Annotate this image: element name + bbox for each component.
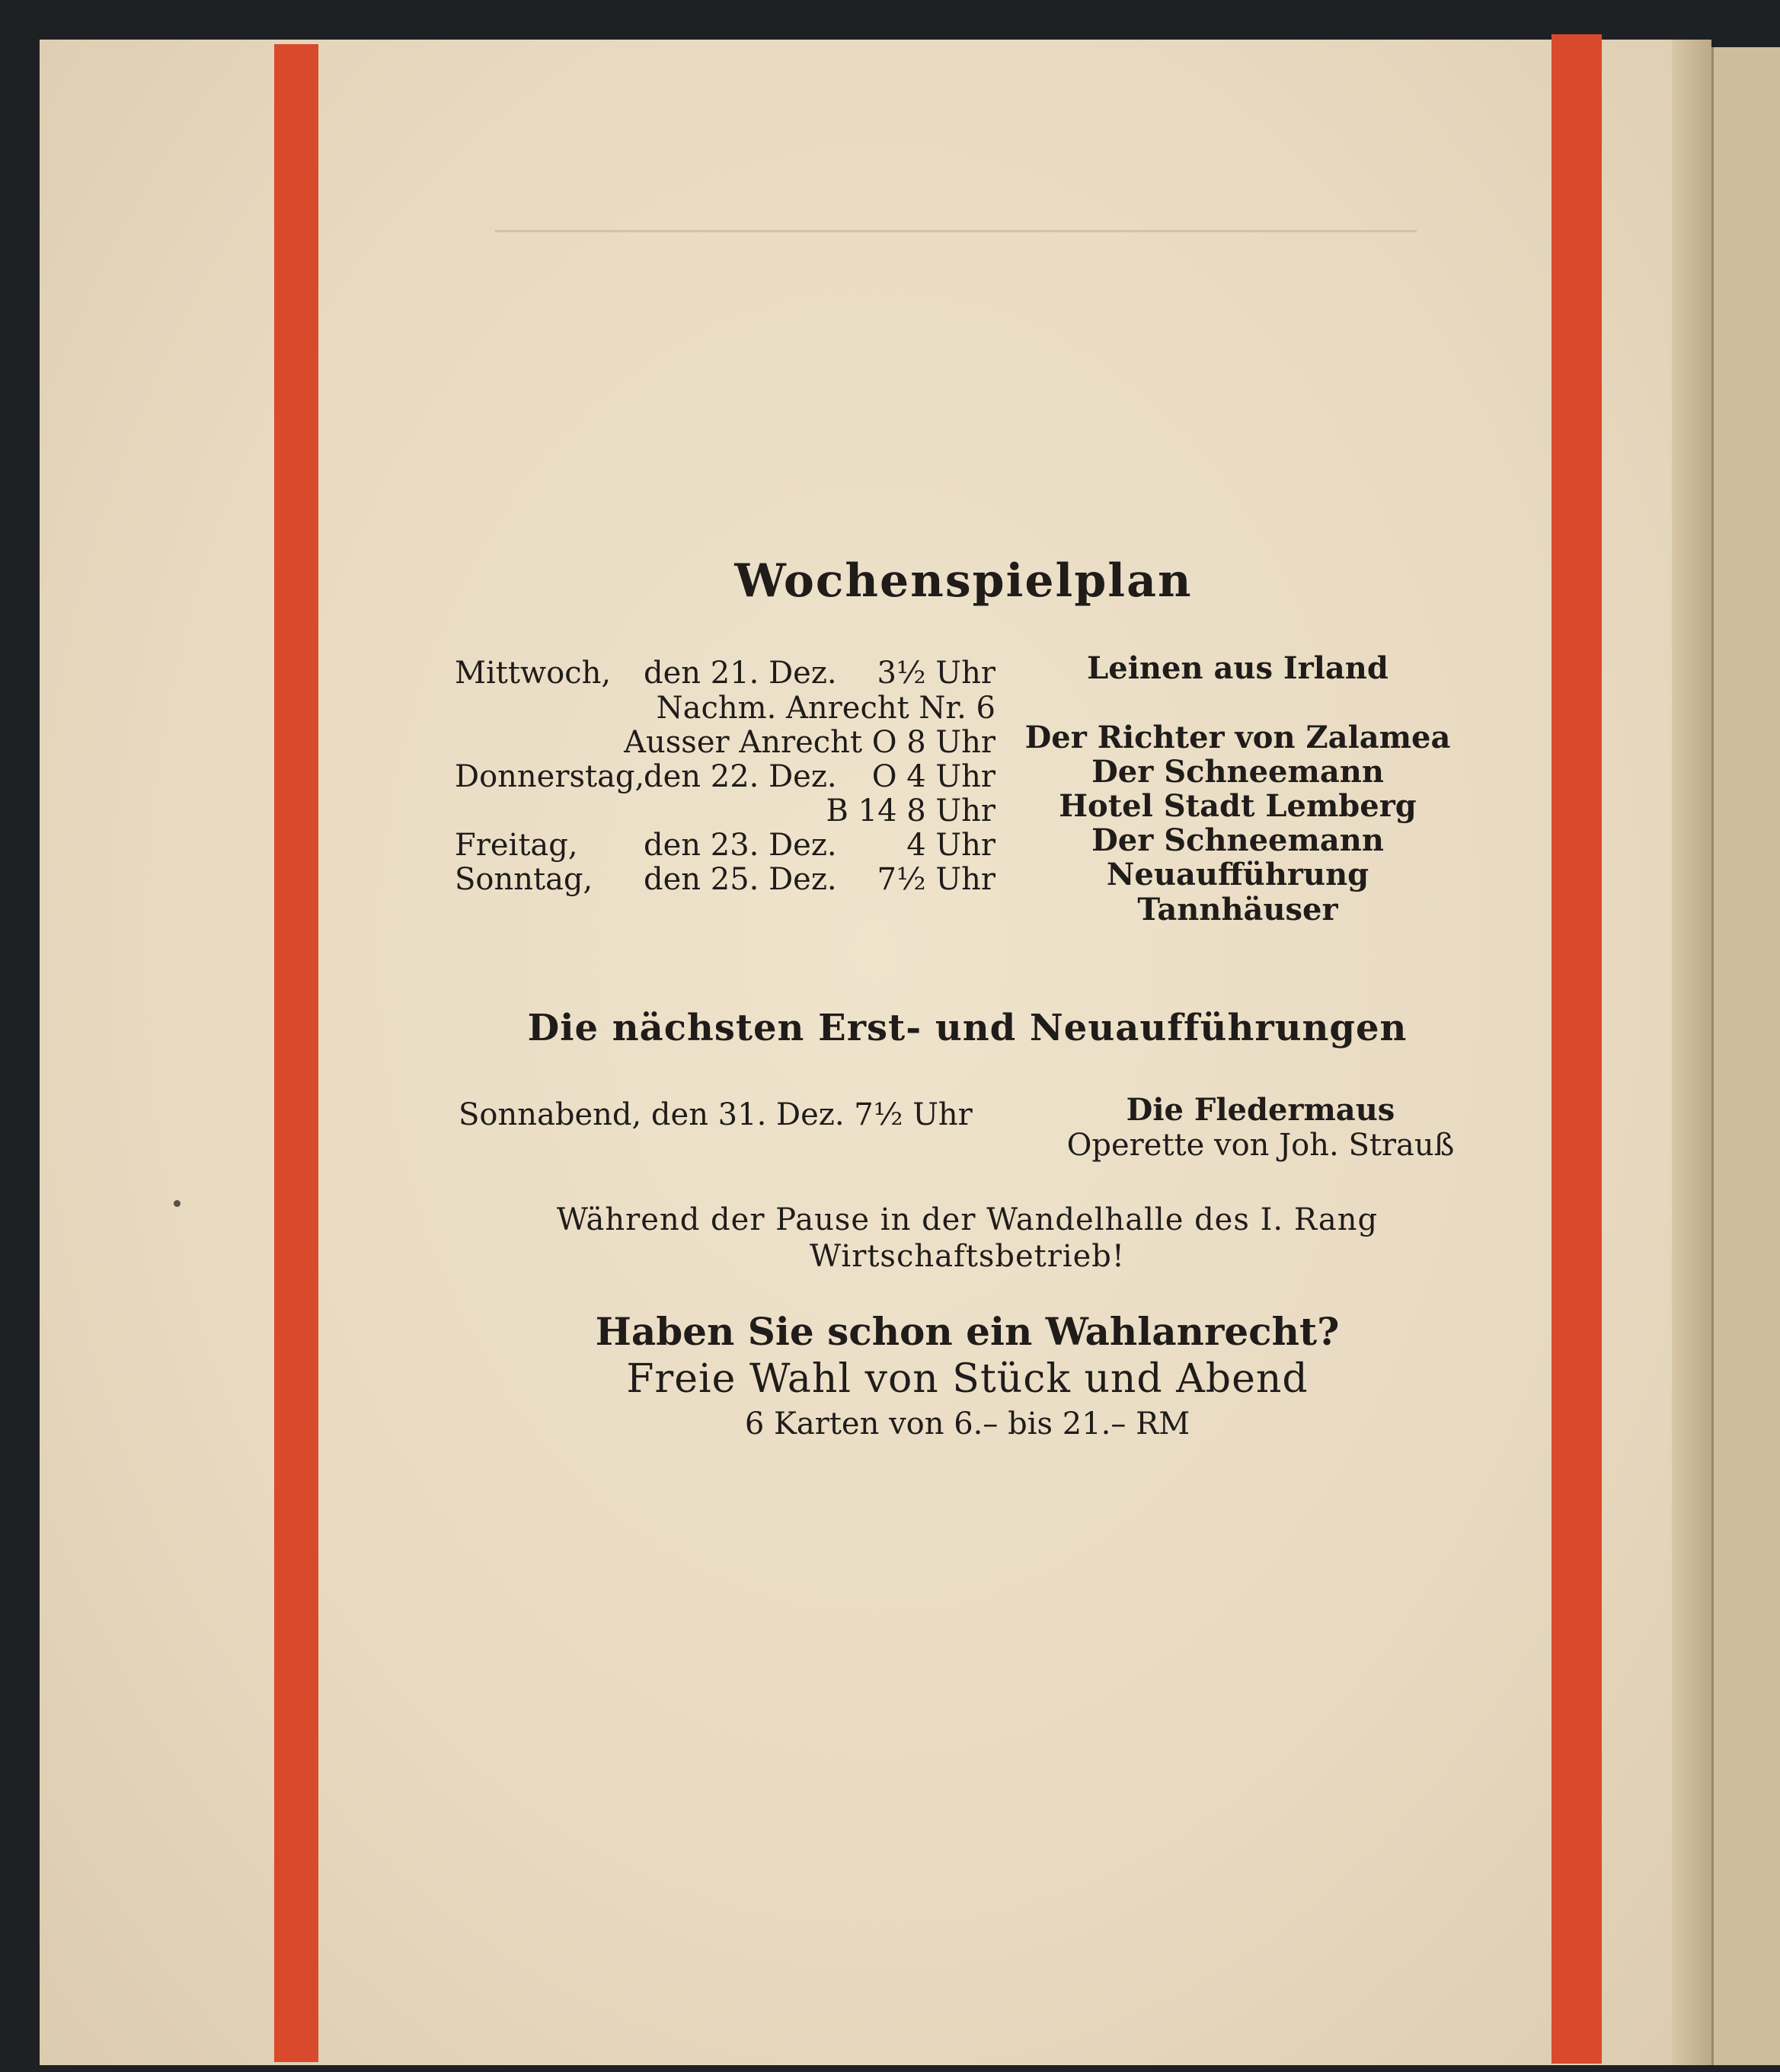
schedule-date: den 25. Dez. [644,862,837,897]
page-title: Wochenspielplan [734,554,1193,608]
schedule-date: den 21. Dez. [644,656,837,691]
notice-line: Während der Pause in der Wandelhalle des I. Rang [556,1202,1379,1237]
schedule-day: Sonntag, [455,862,593,897]
schedule-play: Der Schneemann [1091,754,1384,790]
schedule-date: den 22. Dez. [644,759,837,794]
premiere-when: Sonnabend, den 31. Dez. 7½ Uhr [459,1097,973,1132]
schedule-day: Mittwoch, [455,656,612,691]
schedule-time: Ausser Anrecht O 8 Uhr [624,725,995,760]
schedule-play: Neuaufführung [1106,857,1369,892]
schedule-time: 4 Uhr [906,828,995,863]
premiere-play: Die Fledermaus [1126,1092,1395,1128]
schedule-time: 3½ Uhr [877,656,995,691]
advert-price: 6 Karten von 6.– bis 21.– RM [744,1406,1190,1441]
schedule-play: Leinen aus Irland [1087,650,1389,686]
schedule-play: Der Richter von Zalamea [1024,720,1451,755]
schedule-time: 7½ Uhr [877,862,995,897]
schedule-play: Tannhäuser [1137,892,1338,927]
premiere-detail: Operette von Joh. Strauß [1066,1128,1455,1163]
notice-line: Wirtschaftsbetrieb! [810,1239,1125,1274]
advert-question: Haben Sie schon ein Wahlanrecht? [595,1309,1340,1354]
premieres-heading: Die nächsten Erst- und Neuaufführungen [527,1007,1408,1049]
schedule-time: O 4 Uhr [871,759,995,794]
schedule-day: Donnerstag, [455,759,645,794]
schedule-play: Der Schneemann [1091,822,1384,858]
schedule-time: B 14 8 Uhr [826,793,995,828]
subscription-advert [495,1308,1440,1445]
advert-line: Freie Wahl von Stück und Abend [626,1356,1309,1402]
schedule-time: Nachm. Anrecht Nr. 6 [656,691,995,726]
schedule-date: den 23. Dez. [644,828,837,863]
schedule-day: Freitag, [455,828,578,863]
schedule-play: Hotel Stadt Lemberg [1059,788,1417,824]
intermission-notice [487,1202,1447,1275]
